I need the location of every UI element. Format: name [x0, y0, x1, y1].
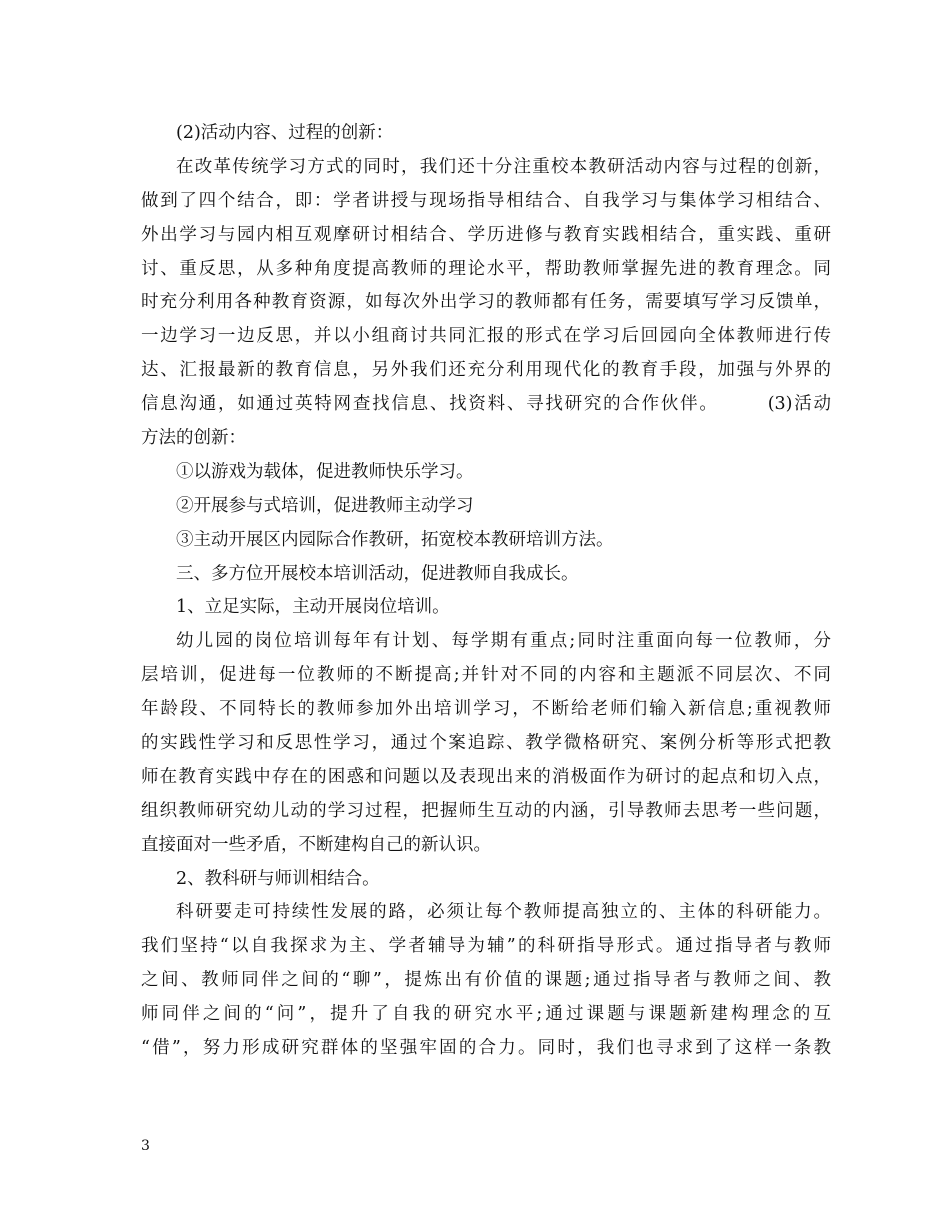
text-line: 组织教师研究幼儿动的学习过程，把握师生互动的内涵，引导教师去思考一些问题，: [141, 800, 831, 821]
text-line: 在改革传统学习方式的同时，我们还十分注重校本教研活动内容与过程的创新，: [176, 156, 831, 177]
text-line: 一边学习一边反思，并以小组商讨共同汇报的形式在学习后回园向全体教师进行传: [141, 326, 831, 347]
text-line: 幼儿园的岗位培训每年有计划、每学期有重点;同时注重面向每一位教师，分: [176, 631, 831, 652]
text-line: 师在教育实践中存在的困惑和问题以及表现出来的消极面作为研讨的起点和切入点，: [141, 766, 831, 787]
document-body: [141, 117, 831, 1066]
text-line: 科研要走可持续性发展的路，必须让每个教师提高独立的、主体的科研能力。: [176, 902, 831, 923]
text-line: (2)活动内容、过程的创新：: [176, 123, 394, 143]
text-line: 之间、教师同伴之间的“聊”，提炼出有价值的课题;通过指导者与教师之间、教: [141, 970, 831, 991]
text-line: 时充分利用各种教育资源，如每次外出学习的教师都有任务，需要填写学习反馈单，: [141, 292, 831, 313]
text-line: 方法的创新：: [141, 428, 246, 449]
text-line: 2、教科研与师训相结合。: [176, 868, 380, 889]
text-line: 信息沟通，如通过英特网查找信息、找资料、寻找研究的合作伙伴。 (3)活动: [141, 394, 831, 415]
text-line: 达、汇报最新的教育信息，另外我们还充分利用现代化的教育手段，加强与外界的: [141, 360, 831, 381]
text-line: 的实践性学习和反思性学习，通过个案追踪、教学微格研究、案例分析等形式把教: [141, 733, 831, 754]
text-line: ①以游戏为载体，促进教师快乐学习。: [176, 461, 474, 482]
text-line: ②开展参与式培训，促进教师主动学习: [176, 495, 474, 516]
text-line: 三、多方位开展校本培训活动，促进教师自我成长。: [176, 563, 579, 584]
text-line: 讨、重反思，从多种角度提高教师的理论水平，帮助教师掌握先进的教育理念。同: [141, 258, 831, 279]
text-line: 外出学习与园内相互观摩研讨相结合、学历进修与教育实践相结合，重实践、重研: [141, 224, 831, 245]
text-line: 我们坚持“以自我探求为主、学者辅导为辅”的科研指导形式。通过指导者与教师: [141, 936, 831, 957]
text-line: 直接面对一些矛盾，不断建构自己的新认识。: [141, 834, 491, 855]
text-line: 层培训，促进每一位教师的不断提高;并针对不同的内容和主题派不同层次、不同: [141, 665, 831, 686]
text-line: 年龄段、不同特长的教师参加外出培训学习，不断给老师们输入新信息;重视教师: [141, 699, 831, 720]
text-line: 做到了四个结合，即：学者讲授与现场指导相结合、自我学习与集体学习相结合、: [141, 190, 831, 211]
text-line: 1、立足实际，主动开展岗位培训。: [176, 597, 450, 618]
page-number: 3: [141, 1138, 150, 1154]
text-line: 师同伴之间的“问”，提升了自我的研究水平;通过课题与课题新建构理念的互: [141, 1004, 831, 1025]
text-line: ③主动开展区内园际合作教研，拓宽校本教研培训方法。: [176, 529, 614, 550]
text-line: “借”，努力形成研究群体的坚强牢固的合力。同时，我们也寻求到了这样一条教: [141, 1038, 831, 1059]
